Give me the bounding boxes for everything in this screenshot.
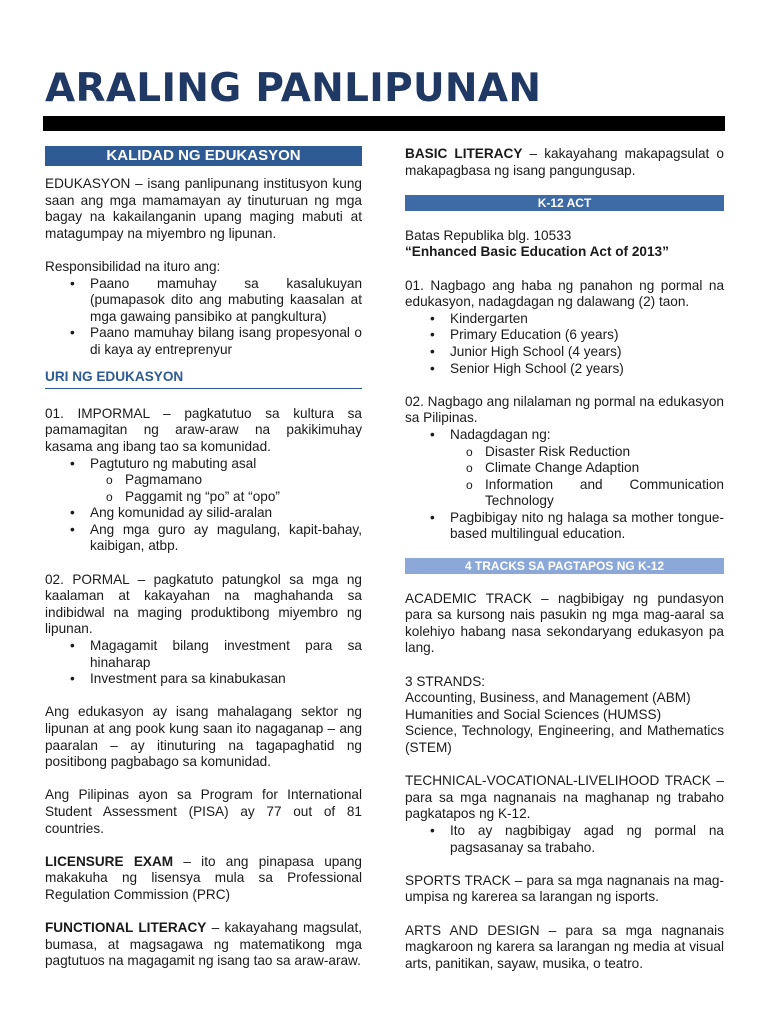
page-title: ARALING PANLIPUNAN (45, 66, 542, 111)
change2-list (405, 427, 724, 543)
edukasyon-definition: EDUKASYON – isang panlipunang institusyon kung saan ang mga mamamayan ay tinuturuan ng mga bagay na kakailanganin upang maging mabuti at matagumpay na miyembro ng lipunan. (45, 176, 362, 241)
basic-term: BASIC LITERACY (405, 146, 523, 161)
section-header-uri: URI NG EDUKASYON (45, 369, 362, 390)
section-header-kalidad: KALIDAD NG EDUKASYON (45, 146, 362, 166)
title-divider (43, 116, 725, 131)
techvoc-list (405, 823, 724, 856)
impormal-definition: 01. IMPORMAL – pagkatutuo sa kultura sa pamamagitan ng araw-araw na pakikimuhay kasama ang ibang tao sa komunidad. (45, 405, 362, 454)
list-item: • Paano mamuhay sa kasalukuyan (pumapasok dito ang mabuting kaasalan at mga gawaing pansibiko at pangkultura) (45, 276, 362, 326)
strands-title: 3 STRANDS: (405, 673, 486, 689)
pisa-paragraph: Ang Pilipinas ayon sa Program for International Student Assessment (PISA) ay 77 out of 81 countries. (45, 787, 362, 836)
change2-paragraph: 02. Nagbago ang nilalaman ng pormal na edukasyon sa Pilipinas. (405, 393, 724, 426)
change1-list (405, 311, 724, 377)
batas-line: Batas Republika blg. 10533 (405, 227, 572, 243)
list-item: • Ang komunidad ay silid-aralan (45, 505, 362, 522)
licensure-term: LICENSURE EXAM (45, 853, 174, 869)
techvoc-paragraph: TECHNICAL-VOCATIONAL-LIVELIHOOD TRACK – para sa mga nagnanais na maghanap ng trabaho pagkatapos ng K-12. (405, 773, 724, 822)
pormal-definition: 02. PORMAL – pagkatuto patungkol sa mga ng kaalaman at kakayahan na maghahanda sa indibidwal na maging produktibong miyembro ng lipunan. (45, 571, 362, 637)
sports-paragraph: SPORTS TRACK – para sa mga nagnanais na mag-umpisa ng karerea sa larangan ng isports. (405, 872, 724, 905)
responsibilidad-list (45, 276, 362, 359)
list-item: • Ito ay nagbibigay agad ng pormal na pagsasanay sa trabaho. (405, 823, 724, 856)
list-item: • Magagamit bilang investment para sa hinaharap (45, 638, 362, 671)
list-item: • Pagtuturo ng mabuting asal o Pagmamano o Paggamit ng “po” at “opo” (45, 456, 362, 506)
licensure-paragraph: LICENSURE EXAM – ito ang pinapasa upang makakuha ng lisensya mula sa Professional Regulation Commission (PRC) (45, 853, 362, 902)
list-item: • Nadagdagan ng: o Disaster Risk Reduction o Climate Change Adaption o Information and Communication Technology (405, 427, 724, 510)
section-header-k12: K-12 ACT (405, 195, 724, 211)
strand-humss: Humanities and Social Sciences (HUMSS) (405, 706, 662, 722)
arts-paragraph: ARTS AND DESIGN – para sa mga nagnanais magkaroon ng karera sa larangan ng media at visual arts, panitikan, sayaw, musika, o teatro. (405, 922, 724, 971)
change1-paragraph: 01. Nagbago ang haba ng panahon ng pormal na edukasyon, nadagdagan ng dalawang (2) taon. (405, 277, 724, 310)
list-item: • Senior High School (2 years) (405, 361, 724, 378)
basic-literacy-paragraph: BASIC LITERACY – kakayahang makapagsulat o makapagbasa ng isang pangungusap. (405, 146, 724, 178)
list-item: o Pagmamano (45, 472, 362, 489)
list-item: • Primary Education (6 years) (405, 327, 724, 344)
sektor-paragraph: Ang edukasyon ay isang mahalagang sektor ng lipunan at ang pook kung saan ito nagaganap – ang paaralan – ay itinuturing na tagapaghatid ng positibong pagbabago sa komunidad. (45, 704, 362, 770)
list-item: o Climate Change Adaption (405, 460, 724, 477)
list-item: • Junior High School (4 years) (405, 344, 724, 361)
academic-paragraph: ACADEMIC TRACK – nagbibigay ng pundasyon para sa kursong nais pasukin ng mga mag-aaral sa kolehiyo habang nasa sekondaryang edukasyon pa lang. (405, 590, 724, 656)
list-item: o Information and Communication Technology (405, 477, 724, 510)
list-item: o Paggamit ng “po” at “opo” (45, 489, 362, 506)
section-header-tracks: 4 TRACKS SA PAGTAPOS NG K-12 (405, 558, 724, 574)
right-column (405, 146, 724, 972)
functional-paragraph: FUNCTIONAL LITERACY – kakayahang magsulat, bumasa, at magsagawa ng matematikong mga pagtutuos na magagamit ng isang tao sa araw-araw. (45, 920, 362, 969)
list-item: • Ang mga guro ay magulang, kapit-bahay, kaibigan, atbp. (45, 522, 362, 555)
list-item: • Paano mamuhay bilang isang propesyonal o di kaya ay entreprenyur (45, 325, 362, 358)
list-item: o Disaster Risk Reduction (405, 444, 724, 461)
list-item: • Kindergarten (405, 311, 724, 328)
responsibilidad-intro: Responsibilidad na ituro ang: (45, 258, 221, 274)
pormal-list (45, 638, 362, 688)
functional-term: FUNCTIONAL LITERACY (45, 920, 207, 936)
strand-stem: Science, Technology, Engineering, and Mathematics (STEM) (405, 723, 724, 755)
left-column (45, 146, 362, 970)
act-name: “Enhanced Basic Education Act of 2013” (405, 244, 669, 260)
list-item: • Investment para sa kinabukasan (45, 671, 362, 688)
strand-abm: Accounting, Business, and Management (ABM) (405, 690, 691, 706)
list-item: • Pagbibigay nito ng halaga sa mother tongue-based multilingual education. (405, 510, 724, 543)
impormal-list (45, 456, 362, 556)
